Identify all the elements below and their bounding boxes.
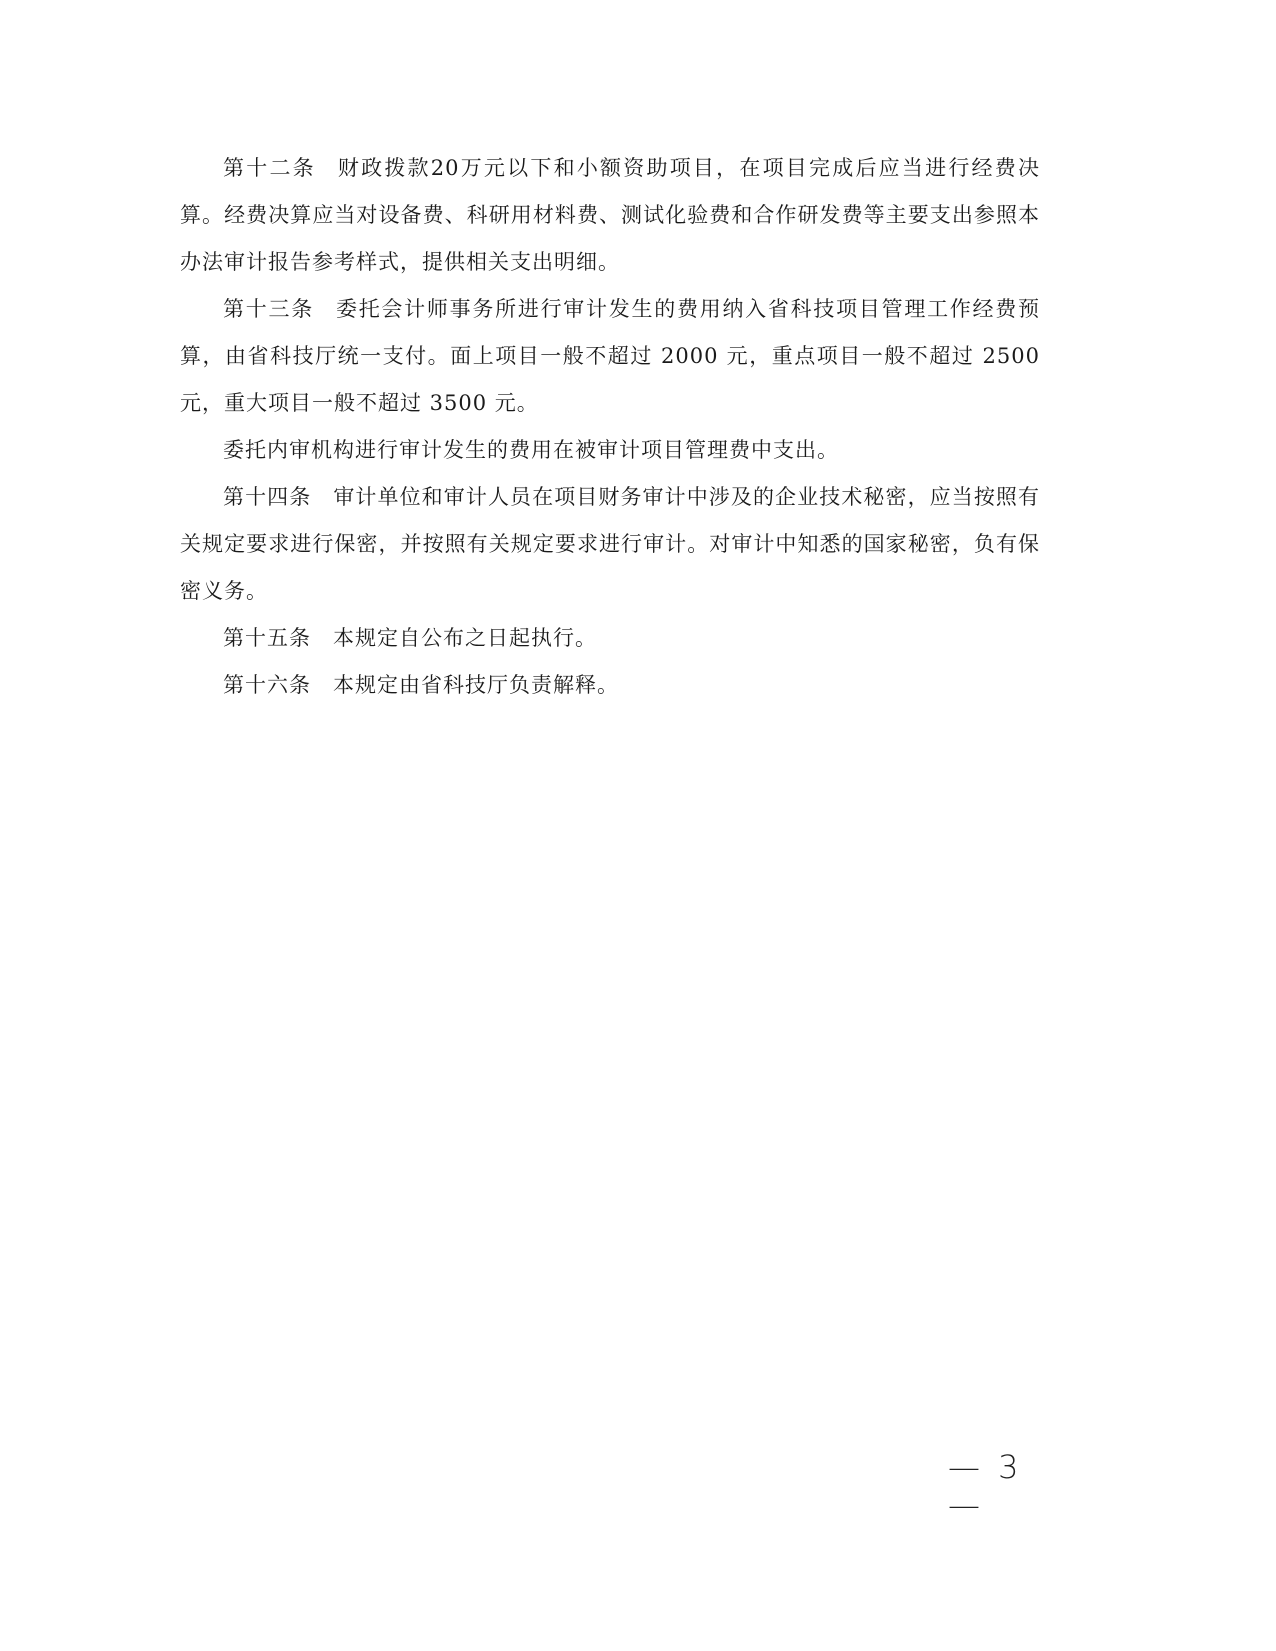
article-text: 本规定由省科技厅负责解释。 bbox=[333, 673, 619, 697]
article-number: 第十三条 bbox=[223, 297, 314, 321]
article-15-paragraph bbox=[180, 615, 1040, 662]
article-number: 第十五条 bbox=[223, 626, 311, 650]
article-16-paragraph bbox=[180, 662, 1040, 709]
article-text: 财政拨款20万元以下和小额资助项目，在项目完成后应当进行经费决算。经费决算应当对设备费、科研用材料费、测试化验费和合作研发费等主要支出参照本办法审计报告参考样式，提供相关支出明细。 bbox=[180, 156, 1040, 274]
article-text: 委托会计师事务所进行审计发生的费用纳入省科技项目管理工作经费预算，由省科技厅统一支付。面上项目一般不超过 2000 元，重点项目一般不超过 2500 元，重大项目一般不超过 3500 元。 bbox=[180, 297, 1041, 415]
article-12-paragraph bbox=[180, 145, 1040, 286]
article-number: 第十六条 bbox=[223, 673, 311, 697]
article-14-paragraph bbox=[180, 474, 1040, 615]
document-body bbox=[180, 145, 1040, 709]
article-text: 审计单位和审计人员在项目财务审计中涉及的企业技术秘密，应当按照有关规定要求进行保密，并按照有关规定要求进行审计。对审计中知悉的国家秘密，负有保密义务。 bbox=[180, 485, 1040, 603]
article-number: 第十二条 bbox=[223, 156, 316, 180]
article-text: 委托内审机构进行审计发生的费用在被审计项目管理费中支出。 bbox=[223, 438, 839, 462]
article-13-continuation-paragraph bbox=[180, 427, 1040, 474]
article-text: 本规定自公布之日起执行。 bbox=[333, 626, 597, 650]
article-number: 第十四条 bbox=[223, 485, 312, 509]
page-number: — 3 — bbox=[948, 1448, 1023, 1524]
article-13-paragraph bbox=[180, 286, 1040, 427]
